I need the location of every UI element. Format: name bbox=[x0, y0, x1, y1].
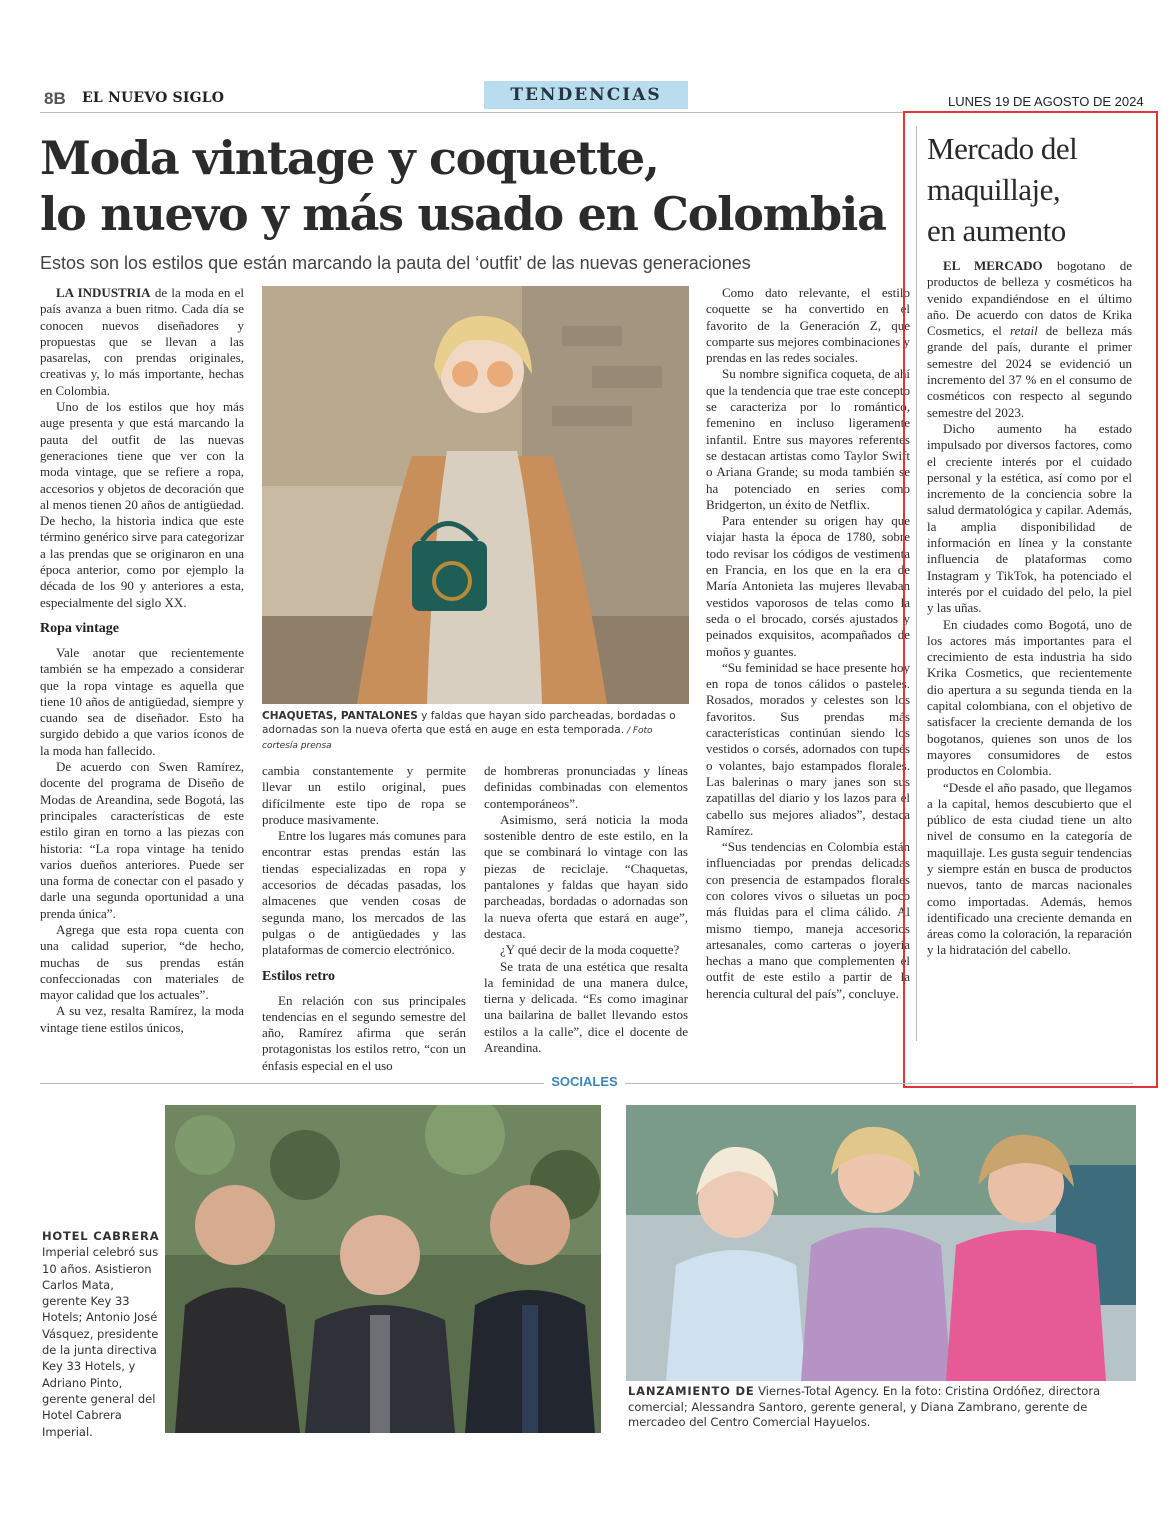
sociales-label: SOCIALES bbox=[551, 1074, 618, 1089]
sidebar-paragraph: Dicho aumento ha estado impulsado por diversos factores, como el creciente interés por el cuidado personal y la estética, así como por el incremento de la conciencia sobre la salud dermatológica y capilar. Además, la amplia disponibilidad de información en línea y la constante influencia de plataformas como Instagram y TikTok, ha potenciado el interés por el cuidado del pelo, la piel y las uñas. bbox=[927, 420, 1132, 616]
article-paragraph: Su nombre significa coqueta, de ahí que la tendencia que trae este concepto se caracteriza por lo romántico, femenino en incluso ligeramente infantil. Entre sus mayores referentes se destacan artistas como Taylor Swift o Ariana Grande; su moda también se ha potenciado en series como Bridgerton, un éxito de Netflix. bbox=[706, 366, 910, 512]
sidebar-paragraph: En ciudades como Bogotá, uno de los actores más importantes para el crecimiento de esta industria ha sido Krika Cosmetics, que recientemente dio apertura a su segunda tienda en la capital colombiana, con el objetivo de satisfacer la creciente demanda de los bogotanos, quienes son unos de los mayores consumidores de estos productos en Colombia. bbox=[927, 616, 1132, 779]
fashion-photo-caption: CHAQUETAS, PANTALONES y faldas que hayan sido parcheadas, bordadas o adornadas son la nueva oferta que está en auge en esta temporada. / Foto cortesía prensa bbox=[262, 710, 676, 751]
sidebar-column bbox=[927, 258, 1132, 959]
fashion-model-image bbox=[262, 286, 689, 704]
caption-lead: CHAQUETAS, PANTALONES bbox=[262, 710, 418, 722]
article-paragraph: LA INDUSTRIA de la moda en el país avanza a buen ritmo. Cada día se conocen nuevos diseñadores y propuestas que se llevan a las pasarelas, con prendas originales, creativas y, lo más importante, hechas en Colombia. bbox=[40, 285, 244, 398]
article-paragraph: Vale anotar que recientemente también se ha empezado a considerar que la ropa vintage es aquella que tiene 10 años de antigüedad, siempre y cuando sea de diseñador. Esto ha surgido debido a que varios íconos de la moda han fallecido. bbox=[40, 644, 244, 758]
photo-credit: / Foto cortesía prensa bbox=[262, 726, 653, 751]
article-column-2 bbox=[262, 763, 466, 1074]
section-label: TENDENCIAS bbox=[510, 85, 662, 105]
sociales-divider-right bbox=[625, 1083, 1133, 1084]
fashion-photo bbox=[262, 286, 689, 704]
main-subheadline: Estos son los estilos que están marcando la pauta del ‘outfit’ de las nuevas generaciones bbox=[40, 253, 751, 273]
article-paragraph: Para entender su origen hay que viajar hasta la época de 1780, sobre todo revisar los códigos de vestimenta en Francia, en los que en la era de María Antonieta las mujeres llevaban vestidos vaporosos de telas como la seda o el brocado, corsés ajustados y peinados exquisitos, acompañados de moños y guantes. bbox=[706, 513, 910, 659]
article-paragraph: de hombreras pronunciadas y líneas definidas combinadas con elementos contemporáneos”. bbox=[484, 763, 688, 811]
article-paragraph: En relación con sus principales tendencias en el segundo semestre del año, Ramírez afirma que serán protagonistas los estilos retro, “con un énfasis especial en el uso bbox=[262, 992, 466, 1073]
newspaper-masthead: EL NUEVO SIGLO bbox=[82, 90, 225, 106]
sidebar-paragraph: “Desde el año pasado, que llegamos a la capital, hemos descubierto que el público de esta ciudad tiene un alto nivel de consumo en la categoría de maquillaje. Les gusta seguir tendencias y siempre están en busca de productos nuevos, tanto de marcas nacionales como importadas. Además, hemos identificado una creciente demanda en áreas como la coloración, la reparación y la hidratación del cabello. bbox=[927, 779, 1132, 958]
article-paragraph: A su vez, resalta Ramírez, la moda vintage tiene estilos únicos, bbox=[40, 1003, 244, 1035]
launch-photo-caption: LANZAMIENTO DE Viernes-Total Agency. En la foto: Cristina Ordóñez, directora comercial; Alessandra Santoro, gerente general, y Diana Zambrano, gerente de mercadeo del Centro Comercial Hayuelos. bbox=[628, 1384, 1101, 1429]
lead-word: EL MERCADO bbox=[943, 258, 1043, 273]
article-paragraph: Agrega que esta ropa cuenta con una calidad superior, “de hecho, muchas de sus prendas están confeccionadas con materiales de mayor calidad que los actuales”. bbox=[40, 921, 244, 1003]
page-number: 8B bbox=[44, 89, 66, 108]
article-paragraph: Como dato relevante, el estilo coquette se ha convertido en el favorito de la Generación Z, que comparte sus mejores combinaciones y prendas en las redes sociales. bbox=[706, 285, 910, 366]
section-banner bbox=[484, 81, 688, 109]
article-paragraph: Uno de los estilos que hoy más auge presenta y que está marcando la pauta del outfit de las nuevas generaciones tiene que ver con la moda vintage, que se refiere a ropa, accesorios y objetos de decoración que al menos tienen 20 años de antigüedad. De hecho, la historia indica que este término genérico sirve para categorizar a las prendas que se originaron en una época anterior, como por ejemplo la década de los 90 y anteriores a esta, especialmente del siglo XX. bbox=[40, 399, 244, 610]
main-headline bbox=[40, 130, 890, 242]
article-column-3 bbox=[484, 763, 688, 1056]
headline-line-1: Moda vintage y coquette, bbox=[40, 131, 659, 185]
hotel-event-photo bbox=[165, 1105, 601, 1433]
article-paragraph: “Su feminidad se hace presente hoy en ropa de tonos cálidos o pasteles. Rosados, morados y celestes son los favoritos. Sus prendas más características continúan siendo los vestidos o corsés, adornados con tupés o volantes, bajo estampados florales. Las balerinas o mary janes son sus zapatillas del diario y los lazos para el cabello sus mejores aliados”, destaca Ramírez. bbox=[706, 659, 910, 838]
launch-event-photo bbox=[626, 1105, 1136, 1381]
article-column-1 bbox=[40, 285, 244, 1036]
caption-lead: HOTEL CABRERA bbox=[42, 1229, 160, 1243]
article-column-4 bbox=[706, 285, 910, 1002]
article-paragraph: Asimismo, será noticia la moda sostenible dentro de este estilo, en la que se combinará lo vintage con las piezas de reciclaje. “Chaquetas, pantalones y faldas que hayan sido parcheadas, bordadas o adornadas son la nueva oferta que estará en auge”, destaca. bbox=[484, 811, 688, 941]
article-paragraph: Entre los lugares más comunes para encontrar estas prendas están las tiendas especializadas en ropa y accesorios de décadas pasadas, los almacenes que venden cosas de segunda mano, los mercados de las pulgas o de antigüedades y las plataformas de comercio electrónico. bbox=[262, 828, 466, 958]
sociales-divider-left bbox=[40, 1083, 544, 1084]
article-paragraph: De acuerdo con Swen Ramírez, docente del programa de Diseño de Modas de Areandina, sede Bogotá, las principales características de este estilo giran en torno a las piezas con historia: “La ropa vintage ha tenido varios dueños anteriores. Puede ser una forma de conectar con el pasado y darle una segunda oportunidad a una prenda única”. bbox=[40, 759, 244, 921]
issue-date: LUNES 19 DE AGOSTO DE 2024 bbox=[948, 94, 1144, 109]
three-men-image bbox=[165, 1105, 601, 1433]
article-paragraph: cambia constantemente y permite llevar un estilo original, pues difícilmente este tipo de ropa se produce masivamente. bbox=[262, 763, 466, 827]
article-paragraph: “Sus tendencias en Colombia están influenciadas por prendas delicadas con presencia de estampados florales con colores vivos o siluetas un poco más fluidas para el clima cálido. Al mismo tiempo, maneja accesorios artesanales, como carteras o joyería hechas a mano que complementen el outfit de este estilo a partir de la herencia cultural del país”, concluye. bbox=[706, 839, 910, 1001]
sidebar-headline: Mercado del maquillaje, en aumento bbox=[927, 131, 1078, 248]
article-subhead: Estilos retro bbox=[262, 968, 335, 984]
sidebar-paragraph: EL MERCADO bogotano de productos de belleza y cosméticos ha venido expandiéndose en el último año. De acuerdo con datos de Krika Cosmetics, el retail de belleza más grande del país, durante el primer semestre del 2024 se evidenció un incremento del 37 % en el consumo de cosméticos con respecto al segundo semestre del 2023. bbox=[927, 258, 1133, 420]
article-paragraph: Se trata de una estética que resalta la feminidad de una manera dulce, tierna y delicada. “Es como imaginar una bailarina de ballet llevando estos estilos a la calle”, dice el docente de Areandina. bbox=[484, 958, 688, 1056]
caption-lead: LANZAMIENTO DE bbox=[628, 1384, 755, 1398]
article-paragraph: ¿Y qué decir de la moda coquette? bbox=[500, 942, 680, 958]
three-women-image bbox=[626, 1105, 1136, 1381]
lead-word: LA INDUSTRIA bbox=[56, 285, 151, 300]
headline-line-2: lo nuevo y más usado en Colombia bbox=[40, 187, 886, 241]
article-subhead: Ropa vintage bbox=[40, 620, 119, 636]
hotel-photo-caption: HOTEL CABRERA Imperial celebró sus 10 años. Asistieron Carlos Mata, gerente Key 33 Hotels; Antonio José Vásquez, presidente de la junta directiva Key 33 Hotels, y Adriano Pinto, gerente general del Hotel Cabrera Imperial. bbox=[42, 1229, 160, 1439]
sidebar-divider bbox=[916, 126, 917, 1041]
